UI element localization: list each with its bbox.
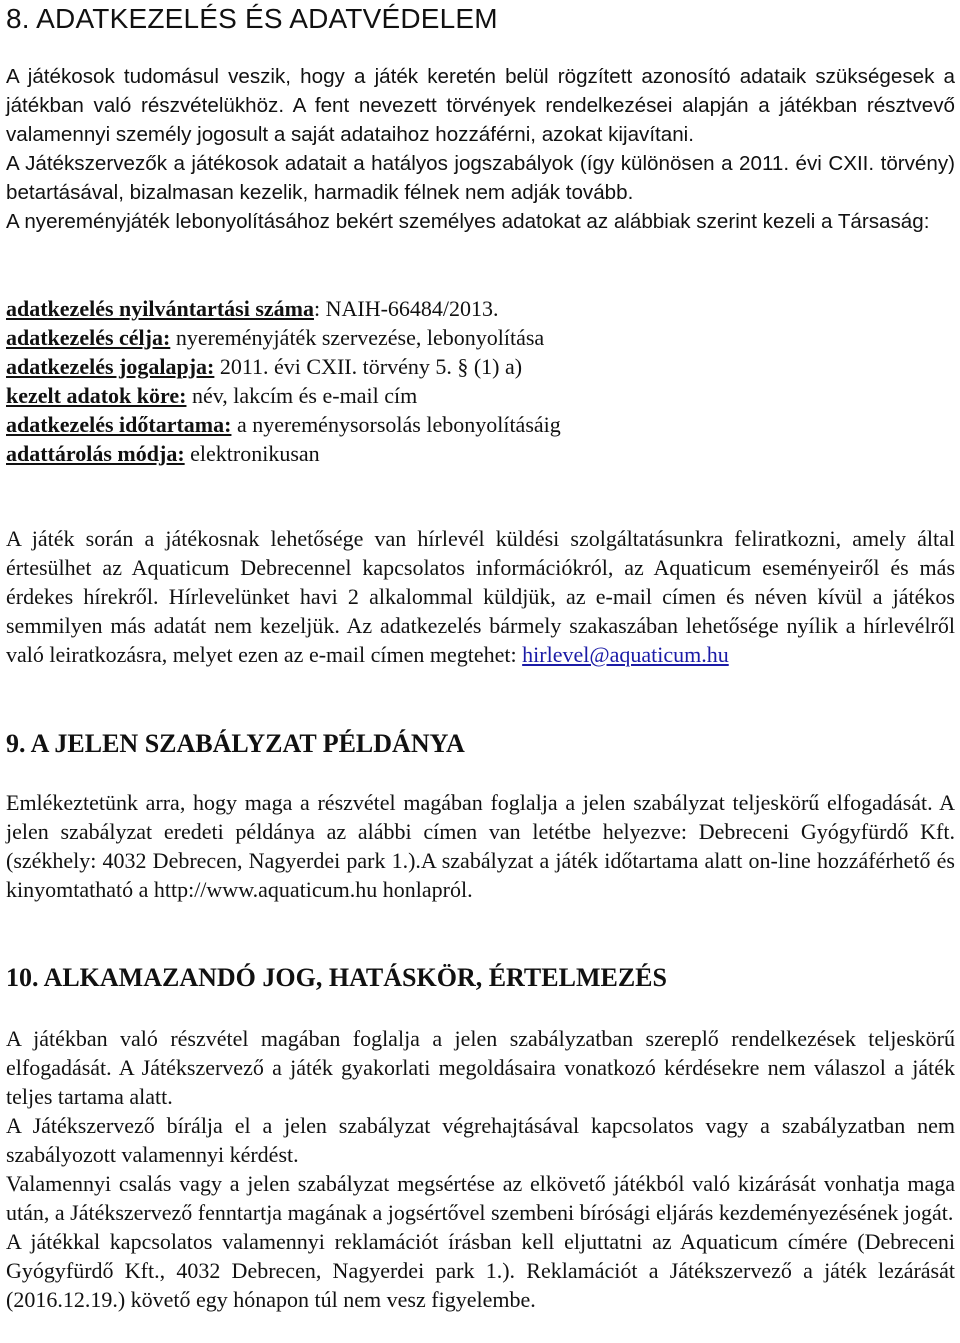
adjudication-paragraph: A Játékszervező bírálja el a jelen szabályzat végrehajtásával kapcsolatos vagy a szabályzatban nem szabályozott valamennyi kérdést. bbox=[6, 1113, 955, 1167]
definition-registration-number bbox=[6, 294, 955, 323]
definition-value: elektronikusan bbox=[190, 441, 320, 466]
definition-value: NAIH-66484/2013. bbox=[325, 296, 499, 321]
definition-value: 2011. évi CXII. törvény 5. § (1) a) bbox=[219, 354, 523, 379]
section-10-heading: 10. ALKAMAZANDÓ JOG, HATÁSKÖR, ÉRTELMEZÉS bbox=[6, 963, 667, 992]
definition-list bbox=[6, 294, 955, 468]
complaints-paragraph: A játékkal kapcsolatos valamennyi reklamációt írásban kell eljuttatni az Aquaticum címére (Debreceni Gyógyfürdő Kft., 4032 Debrecen, Nagyerdei park 1.). Reklamációt a Játékszervező a játék lezárását (2016.12.19.) követő egy hónapon túl nem vesz figyelembe. bbox=[6, 1229, 955, 1312]
section-9-heading: 9. A JELEN SZABÁLYZAT PÉLDÁNYA bbox=[6, 729, 465, 758]
definition-value: név, lakcím és e-mail cím bbox=[191, 383, 418, 408]
definition-duration bbox=[6, 410, 955, 439]
paragraph-processing-intro: A nyereményjáték lebonyolításához bekért személyes adatokat az alábbiak szerint kezeli a Társaság: bbox=[6, 210, 930, 233]
definition-data-scope bbox=[6, 381, 955, 410]
definition-storage bbox=[6, 439, 955, 468]
newsletter-text: A játék során a játékosnak lehetősége van hírlevél küldési szolgáltatásunkra feliratkozni, amely által értesülhet az Aquaticum Debrecennel kapcsolatos információkról, az Aquaticum eseményeiről és más érdekes hírekről. Hírlevelünket havi 2 alkalommal küldjük, az e-mail címen és néven kívül a játékos semmilyen más adatát nem kezeljük. Az adatkezelés bármely szakaszában lehetősége nyílik a hírlevélről való leiratkozásra, melyet ezen az e-mail címen megtehet: bbox=[6, 526, 955, 667]
definition-key: adatkezelés célja: bbox=[6, 325, 171, 350]
definition-key: adatkezelés jogalapja: bbox=[6, 354, 215, 379]
fraud-paragraph: Valamennyi csalás vagy a jelen szabályzat megsértése az elkövető játékból való kizárását vonhatja maga után, a Játékszervező fenntartja magának a jogsértővel szembeni bírósági eljárás kezdeményezésének jogát. bbox=[6, 1171, 955, 1225]
newsletter-paragraph bbox=[6, 524, 955, 669]
definition-legal-basis bbox=[6, 352, 955, 381]
newsletter-block bbox=[6, 524, 955, 669]
paragraph-data-recording: A játékosok tudomásul veszik, hogy a játék keretén belül rögzített azonosító adataik szükségesek a játékban való részvételükhöz. A fent nevezett törvények rendelkezései alapján a játékban résztvevő valamennyi személy jogosult a saját adataihoz hozzáférni, azokat kijavítani. bbox=[6, 65, 955, 146]
definition-purpose bbox=[6, 323, 955, 352]
definition-value: a nyereménysorsolás lebonyolításáig bbox=[236, 412, 561, 437]
rules-copy-paragraph: Emlékeztetünk arra, hogy maga a részvétel magában foglalja a jelen szabályzat teljeskörű elfogadását. A jelen szabályzat eredeti példánya az alábbi címen van letétbe helyezve: Debreceni Gyógyfürdő Kft. (székhely: 4032 Debrecen, Nagyerdei park 1.).A szabályzat a játék időtartama alatt on-line hozzáférhető és kinyomtatható a http://www.aquaticum.hu honlapról. bbox=[6, 790, 955, 902]
newsletter-email-link[interactable]: hirlevel@aquaticum.hu bbox=[522, 642, 729, 667]
definition-key: kezelt adatok köre: bbox=[6, 383, 187, 408]
section-8-heading: 8. ADATKEZELÉS ÉS ADATVÉDELEM bbox=[6, 3, 498, 34]
section-9-body bbox=[6, 788, 955, 904]
definition-separator: : bbox=[313, 296, 326, 321]
definition-key: adattárolás módja: bbox=[6, 441, 185, 466]
section-8-intro bbox=[6, 62, 955, 236]
definition-key: adatkezelés időtartama: bbox=[6, 412, 232, 437]
definition-key: adatkezelés nyilvántartási száma bbox=[6, 296, 314, 321]
paragraph-confidentiality: A Játékszervezők a játékosok adatait a hatályos jogszabályok (így különösen a 2011. évi CXII. törvény) betartásával, bizalmasan kezelik, harmadik félnek nem adják tovább. bbox=[6, 152, 955, 204]
definition-value: nyereményjáték szervezése, lebonyolítása bbox=[175, 325, 545, 350]
acceptance-paragraph: A játékban való részvétel magában foglalja a jelen szabályzatban szereplő rendelkezések teljeskörű elfogadását. A Játékszervező a játék gyakorlati megoldásaira vonatkozó kérdésekre nem válaszol a játék teljes tartama alatt. bbox=[6, 1026, 955, 1109]
section-10-body bbox=[6, 1024, 955, 1314]
